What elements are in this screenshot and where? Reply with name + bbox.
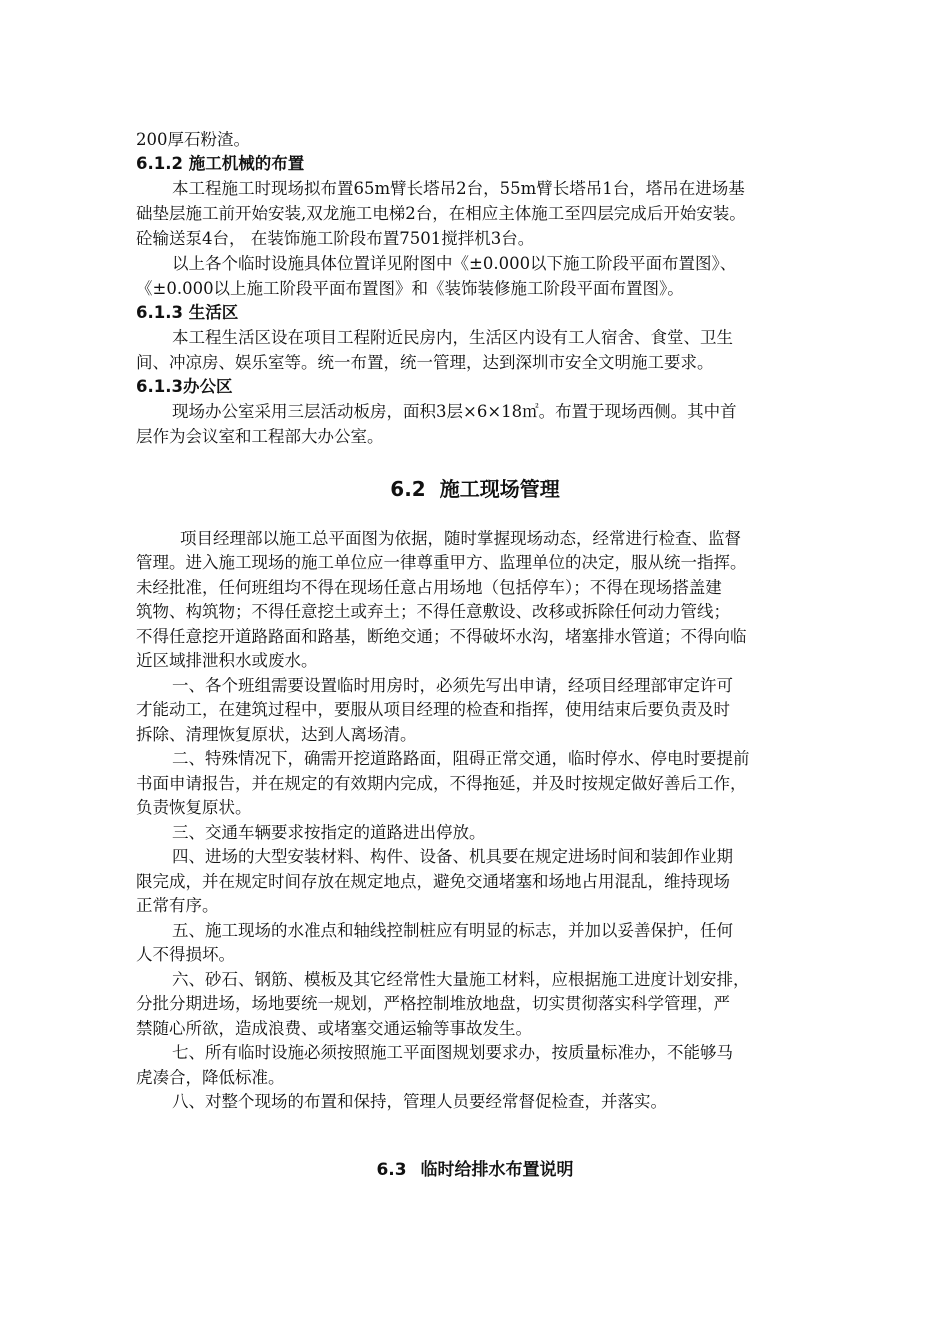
text-line: 础垫层施工前开始安装,双龙施工电梯2台，在相应主体施工至四层完成后开始安装。 (136, 204, 746, 223)
section-title-text: 施工现场管理 (439, 477, 560, 501)
text-line: 以上各个临时设施具体位置详见附图中《±0.000以下施工阶段平面布置图》、 (172, 254, 737, 273)
text-line: 二、特殊情况下，确需开挖道路路面，阻碍正常交通，临时停水、停电时要提前 (172, 749, 750, 768)
text-line: 200厚石粉渣。 (136, 130, 250, 149)
text-line: 七、所有临时设施必须按照施工平面图规划要求办，按质量标准办，不能够马 (172, 1043, 733, 1062)
text-line: 不得任意挖开道路路面和路基，断绝交通；不得破坏水沟，堵塞排水管道；不得向临 (136, 627, 747, 646)
heading-6-1-3-living: 6.1.3 生活区 (136, 303, 239, 322)
text-line: 未经批准，任何班组均不得在现场任意占用场地（包括停车）；不得在现场搭盖建 (136, 578, 722, 597)
text-line: 管理。进入施工现场的施工单位应一律尊重甲方、监理单位的决定，服从统一指挥。 (136, 553, 747, 572)
text-line: 现场办公室采用三层活动板房，面积3层×6×18㎡。布置于现场西侧。其中首 (172, 402, 737, 421)
text-line: 层作为会议室和工程部大办公室。 (136, 427, 384, 446)
section-title-6-2 (0, 475, 950, 503)
text-line: 禁随心所欲，造成浪费、或堵塞交通运输等事故发生。 (136, 1019, 532, 1038)
text-line: 拆除、清理恢复原状，达到人离场清。 (136, 725, 417, 744)
text-line: 八、对整个现场的布置和保持，管理人员要经常督促检查，并落实。 (172, 1092, 667, 1111)
text-line: 近区域排泄积水或废水。 (136, 651, 318, 670)
text-line: 本工程施工时现场拟布置65m臂长塔吊2台，55m臂长塔吊1台，塔吊在进场基 (172, 179, 745, 198)
text-line: 筑物、构筑物；不得任意挖土或弃土；不得任意敷设、改移或拆除任何动力管线； (136, 602, 730, 621)
text-line: 间、冲凉房、娱乐室等。统一布置，统一管理，达到深圳市安全文明施工要求。 (136, 353, 714, 372)
text-line: 分批分期进场，场地要统一规划，严格控制堆放地盘，切实贯彻落实科学管理，严 (136, 994, 730, 1013)
text-line: 负责恢复原状。 (136, 798, 252, 817)
text-line: 限完成，并在规定时间存放在规定地点，避免交通堵塞和场地占用混乱，维持现场 (136, 872, 730, 891)
text-line: 三、交通车辆要求按指定的道路进出停放。 (172, 823, 486, 842)
text-line: 本工程生活区设在项目工程附近民房内，生活区内设有工人宿舍、食堂、卫生 (172, 328, 733, 347)
text-line: 四、进场的大型安装材料、构件、设备、机具要在规定进场时间和装卸作业期 (172, 847, 733, 866)
section-title-text: 临时给排水布置说明 (420, 1160, 574, 1180)
section-number: 6.3 (376, 1160, 407, 1180)
text-line: 砼输送泵4台， 在装饰施工阶段布置7501搅拌机3台。 (136, 229, 535, 248)
text-line: 书面申请报告，并在规定的有效期内完成，不得拖延，并及时按规定做好善后工作， (136, 774, 747, 793)
text-line: 六、砂石、钢筋、模板及其它经常性大量施工材料，应根据施工进度计划安排， (172, 970, 750, 989)
text-line: 一、各个班组需要设置临时用房时，必须先写出申请，经项目经理部审定许可 (172, 676, 733, 695)
text-line: 五、施工现场的水准点和轴线控制桩应有明显的标志，并加以妥善保护，任何 (172, 921, 733, 940)
heading-6-1-3-office: 6.1.3办公区 (136, 377, 233, 396)
text-line: 项目经理部以施工总平面图为依据，随时掌握现场动态，经常进行检查、监督 (180, 529, 741, 548)
text-line: 正常有序。 (136, 896, 219, 915)
text-line: 《±0.000以上施工阶段平面布置图》和《装饰装修施工阶段平面布置图》。 (136, 279, 684, 298)
text-line: 才能动工，在建筑过程中，要服从项目经理的检查和指挥，使用结束后要负责及时 (136, 700, 730, 719)
section-number: 6.2 (390, 477, 426, 501)
text-line: 人不得损坏。 (136, 945, 235, 964)
text-line: 虎凑合，降低标准。 (136, 1068, 285, 1087)
section-title-6-3 (0, 1156, 950, 1184)
heading-6-1-2: 6.1.2 施工机械的布置 (136, 154, 305, 173)
